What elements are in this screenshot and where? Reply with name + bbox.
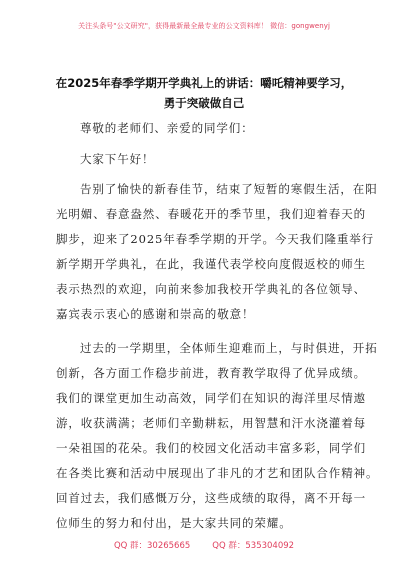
paragraph-line: 我们的课堂更加生动高效，同学们在知识的海洋里尽情遨: [56, 391, 366, 405]
paragraph-line: 表示热烈的欢迎，向前来参加我校开学典礼的各位领导、: [56, 282, 366, 296]
paragraph-line: 在各类比赛和活动中展现出了非凡的才艺和团队合作精神。: [56, 466, 379, 480]
footer-qq-group-2: QQ 群：535304092: [212, 541, 295, 551]
paragraph-line: 告别了愉快的新春佳节，结束了短暂的寒假生活，在阳: [80, 182, 378, 196]
paragraph-line: 过去的一学期里，全体师生迎难而上，与时俱进，开拓: [80, 341, 378, 355]
paragraph-line: 位师生的努力和付出，是大家共同的荣耀。: [56, 516, 292, 530]
paragraph-line: 游，收获满满；老师们辛勤耕耘，用智慧和汗水浇灌着每: [56, 416, 366, 430]
paragraph-line: 回首过去，我们感慨万分，这些成绩的取得，离不开每一: [56, 491, 366, 505]
document-title-line-1: 在2025年春季学期开学典礼上的讲话：嚼吒精神要学习，: [55, 76, 353, 90]
paragraph-line: 新学期开学典礼，在此，我谨代表学校向度假返校的师生: [56, 257, 366, 271]
paragraph-line: 嘉宾表示衷心的感谢和崇高的敬意！: [56, 307, 255, 321]
greeting-text: 大家下午好！: [80, 152, 155, 166]
paragraph-line: 光明媚、春意盎然、春暖花开的季节里，我们迎着春天的: [56, 207, 366, 221]
paragraph-line: 一朵祖国的花朵。我们的校园文化活动丰富多彩，同学们: [56, 441, 366, 455]
document-title-line-2: 勇于突破做自己: [163, 96, 245, 110]
footer-qq-group-1: QQ 群：30265665: [113, 541, 191, 551]
paragraph-line: 脚步，迎来了2025年春季学期的开学。今天我们隆重举行: [56, 232, 375, 246]
footer-contacts: [0, 541, 408, 551]
salutation-text: 尊敬的老师们、亲爱的同学们：: [80, 121, 254, 135]
paragraph-line: 创新，各方面工作稳步前进，教育教学取得了优异成绩。: [56, 366, 366, 380]
header-notice: 关注头条号"公文研究"，获得最新最全最专业的公文资料库！ 微信：gongwenyj: [78, 22, 330, 30]
